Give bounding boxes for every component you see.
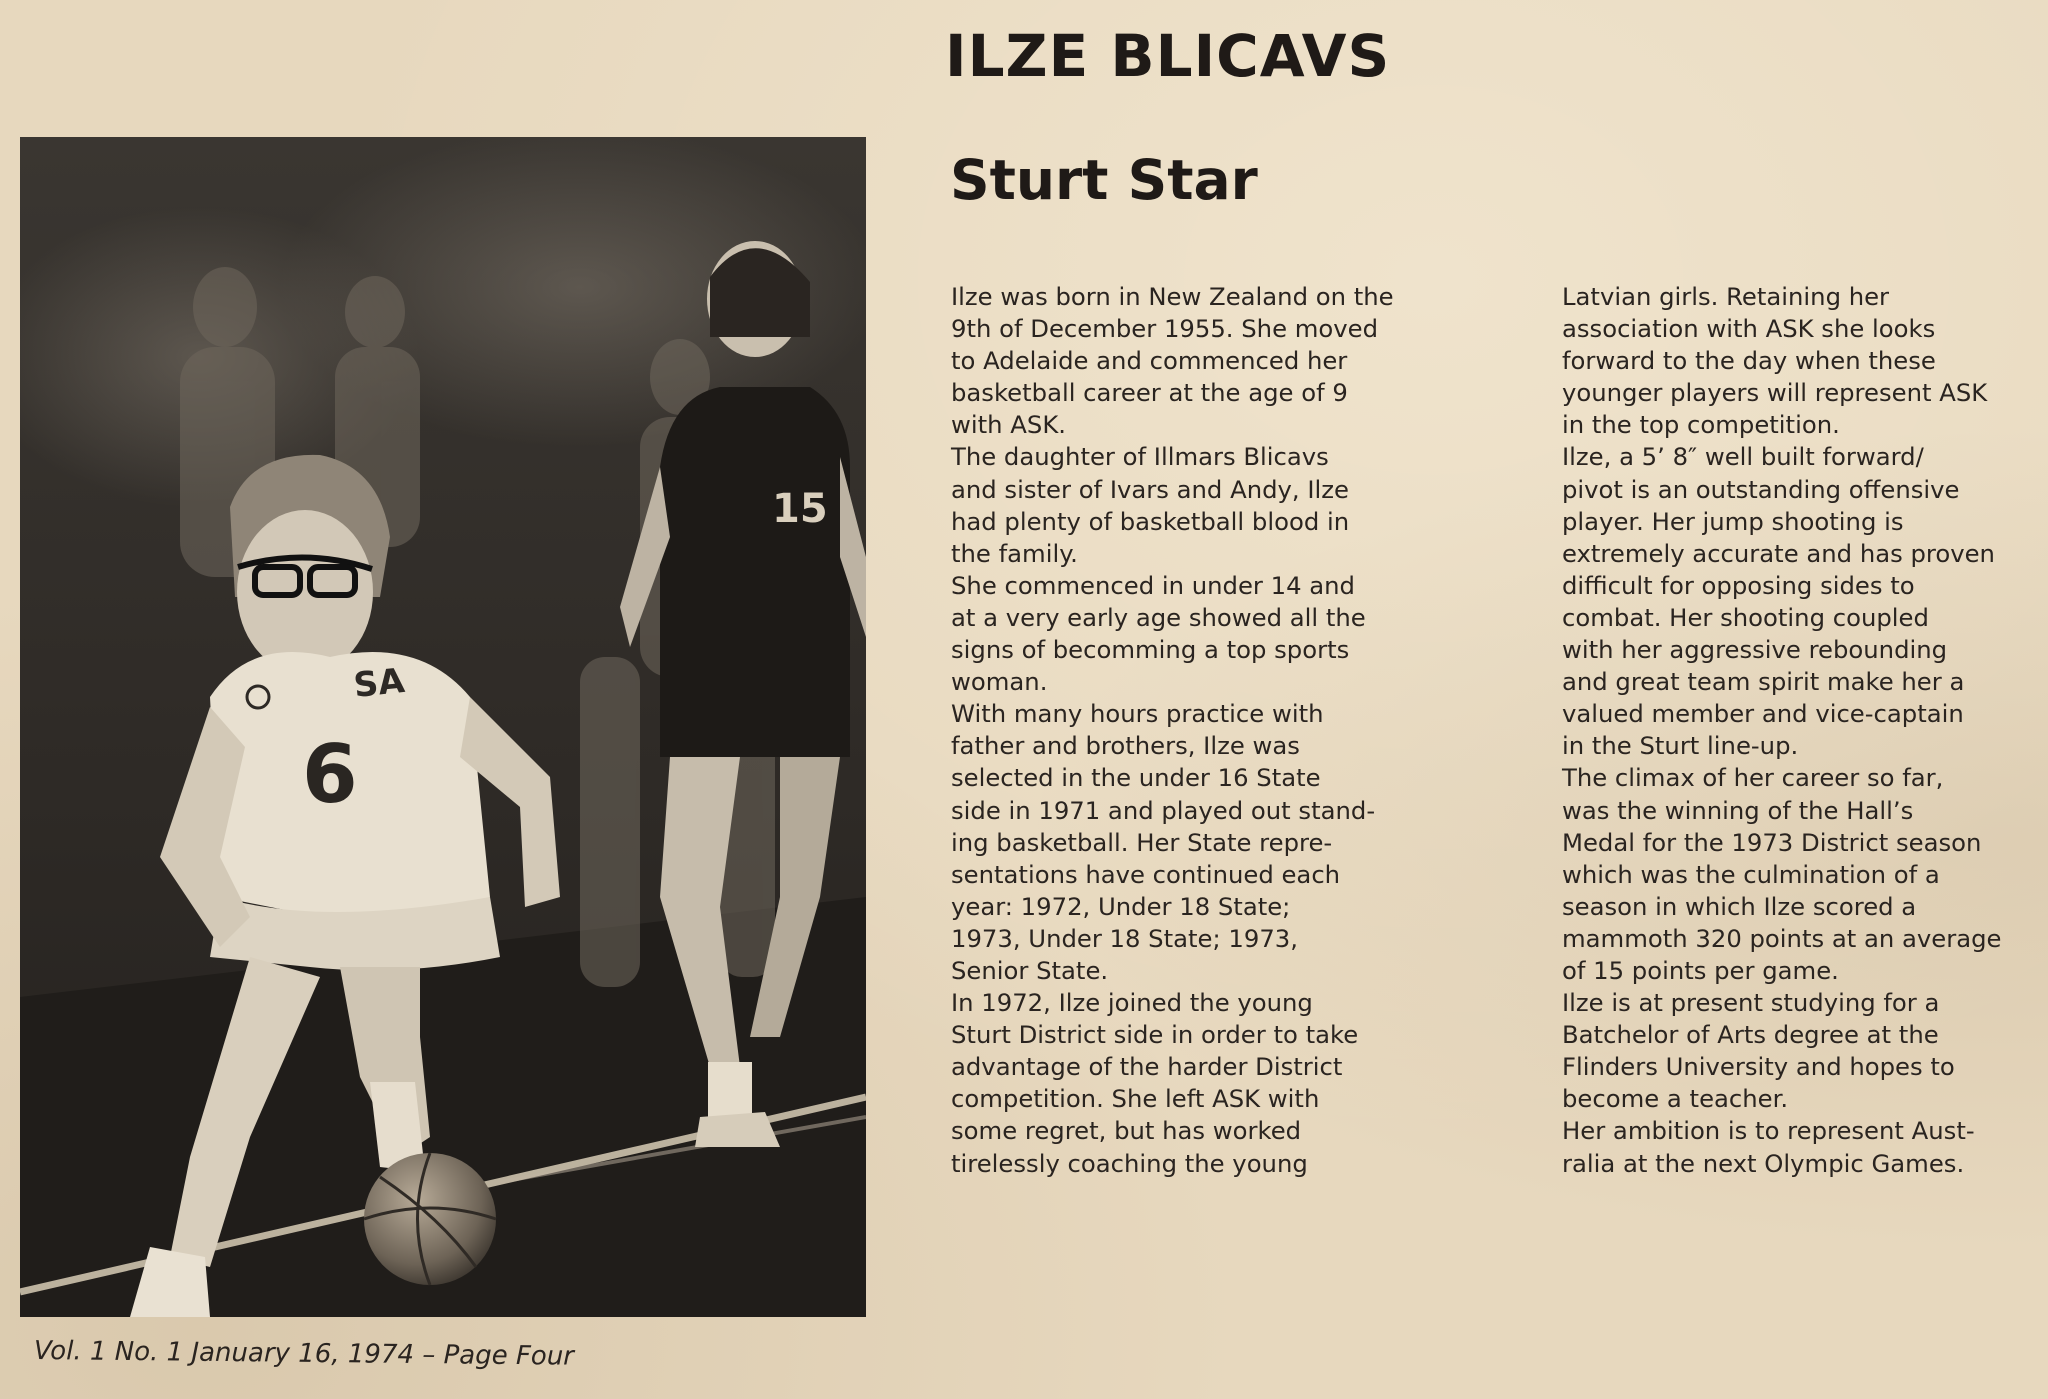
basketball [364,1153,496,1285]
column-1-line: sentations have continued each [951,859,1341,889]
column-2-line: The climax of her career so far, [1562,763,1944,793]
column-1-line: woman. [951,667,1048,697]
column-2-line: was the winning of the Hall’s [1562,795,1914,825]
column-1-line: and sister of Ivars and Andy, Ilze [951,474,1349,504]
column-1-line: some regret, but has worked [951,1116,1302,1146]
column-2-line: with her aggressive rebounding [1562,635,1948,665]
column-2-line: Latvian girls. Retaining her [1562,282,1890,311]
column-2-line: become a teacher. [1562,1084,1789,1114]
column-2-line: Batchelor of Arts degree at the [1562,1020,1939,1050]
column-2-line: forward to the day when these [1562,346,1936,376]
column-2-line: valued member and vice-captain [1562,699,1964,729]
jersey-front-number: 6 [302,728,358,821]
jersey-back-number: 15 [772,486,828,532]
column-1-line: Sturt District side in order to take [951,1020,1359,1050]
column-1-line: In 1972, Ilze joined the young [951,988,1313,1018]
column-2-line: which was the culmination of a [1562,859,1940,889]
column-1-line: to Adelaide and commenced her [951,346,1348,376]
column-1-line: The daughter of Illmars Blicavs [951,442,1329,472]
column-2-line: Ilze, a 5’ 8″ well built forward/ [1562,442,1924,472]
column-1-line: at a very early age showed all the [951,602,1366,632]
column-2-line: difficult for opposing sides to [1562,570,1915,600]
basketball-photo [20,137,866,1317]
column-1-line: 9th of December 1955. She moved [951,314,1379,344]
column-2-line: Her ambition is to represent Aust- [1562,1116,1975,1146]
column-2-line: season in which Ilze scored a [1562,891,1917,921]
column-1-line: She commenced in under 14 and [951,570,1355,600]
column-2-line: ralia at the next Olympic Games. [1562,1148,1965,1178]
jersey-team-text: SA [351,660,407,706]
column-2-line: Ilze is at present studying for a [1562,988,1940,1018]
column-1-line: side in 1971 and played out stand- [951,795,1376,825]
article-title: ILZE BLICAVS [945,22,1391,90]
column-1-line: With many hours practice with [951,699,1324,729]
column-1-line: the family. [951,538,1078,568]
column-1-line: with ASK. [951,410,1066,440]
column-1-line: tirelessly coaching the young [951,1148,1308,1178]
column-1-line: year: 1972, Under 18 State; [951,891,1291,921]
column-2-line: of 15 points per game. [1562,955,1839,985]
column-2-line: association with ASK she looks [1562,314,1936,344]
column-1-line: signs of becomming a top sports [951,635,1350,665]
page-footer: Vol. 1 No. 1 January 16, 1974 – Page Four [33,1336,575,1372]
column-1-line: selected in the under 16 State [951,763,1321,793]
column-2-line: in the Sturt line-up. [1562,731,1799,761]
article-column-2 [1562,281,2042,1180]
column-1-line: competition. She left ASK with [951,1084,1320,1114]
column-2-line: mammoth 320 points at an average [1562,923,2002,953]
column-1-line: Ilze was born in New Zealand on the [951,282,1394,311]
column-2-line: and great team spirit make her a [1562,667,1965,697]
column-1-line: father and brothers, Ilze was [951,731,1300,761]
column-1-line: had plenty of basketball blood in [951,506,1350,536]
article-column-1 [951,281,1471,1180]
column-2-line: younger players will represent ASK [1562,378,1988,408]
column-2-line: player. Her jump shooting is [1562,506,1904,536]
column-1-line: 1973, Under 18 State; 1973, [951,923,1298,953]
column-1-line: advantage of the harder District [951,1052,1343,1082]
column-1-line: Senior State. [951,955,1109,985]
column-1-line: ing basketball. Her State repre- [951,827,1333,857]
column-2-line: Flinders University and hopes to [1562,1052,1955,1082]
column-2-line: pivot is an outstanding offensive [1562,474,1960,504]
column-2-line: Medal for the 1973 District season [1562,827,1982,857]
article-subtitle: Sturt Star [950,148,1258,212]
column-1-line: basketball career at the age of 9 [951,378,1348,408]
column-2-line: combat. Her shooting coupled [1562,602,1929,632]
column-2-line: extremely accurate and has proven [1562,538,1995,568]
column-2-line: in the top competition. [1562,410,1840,440]
